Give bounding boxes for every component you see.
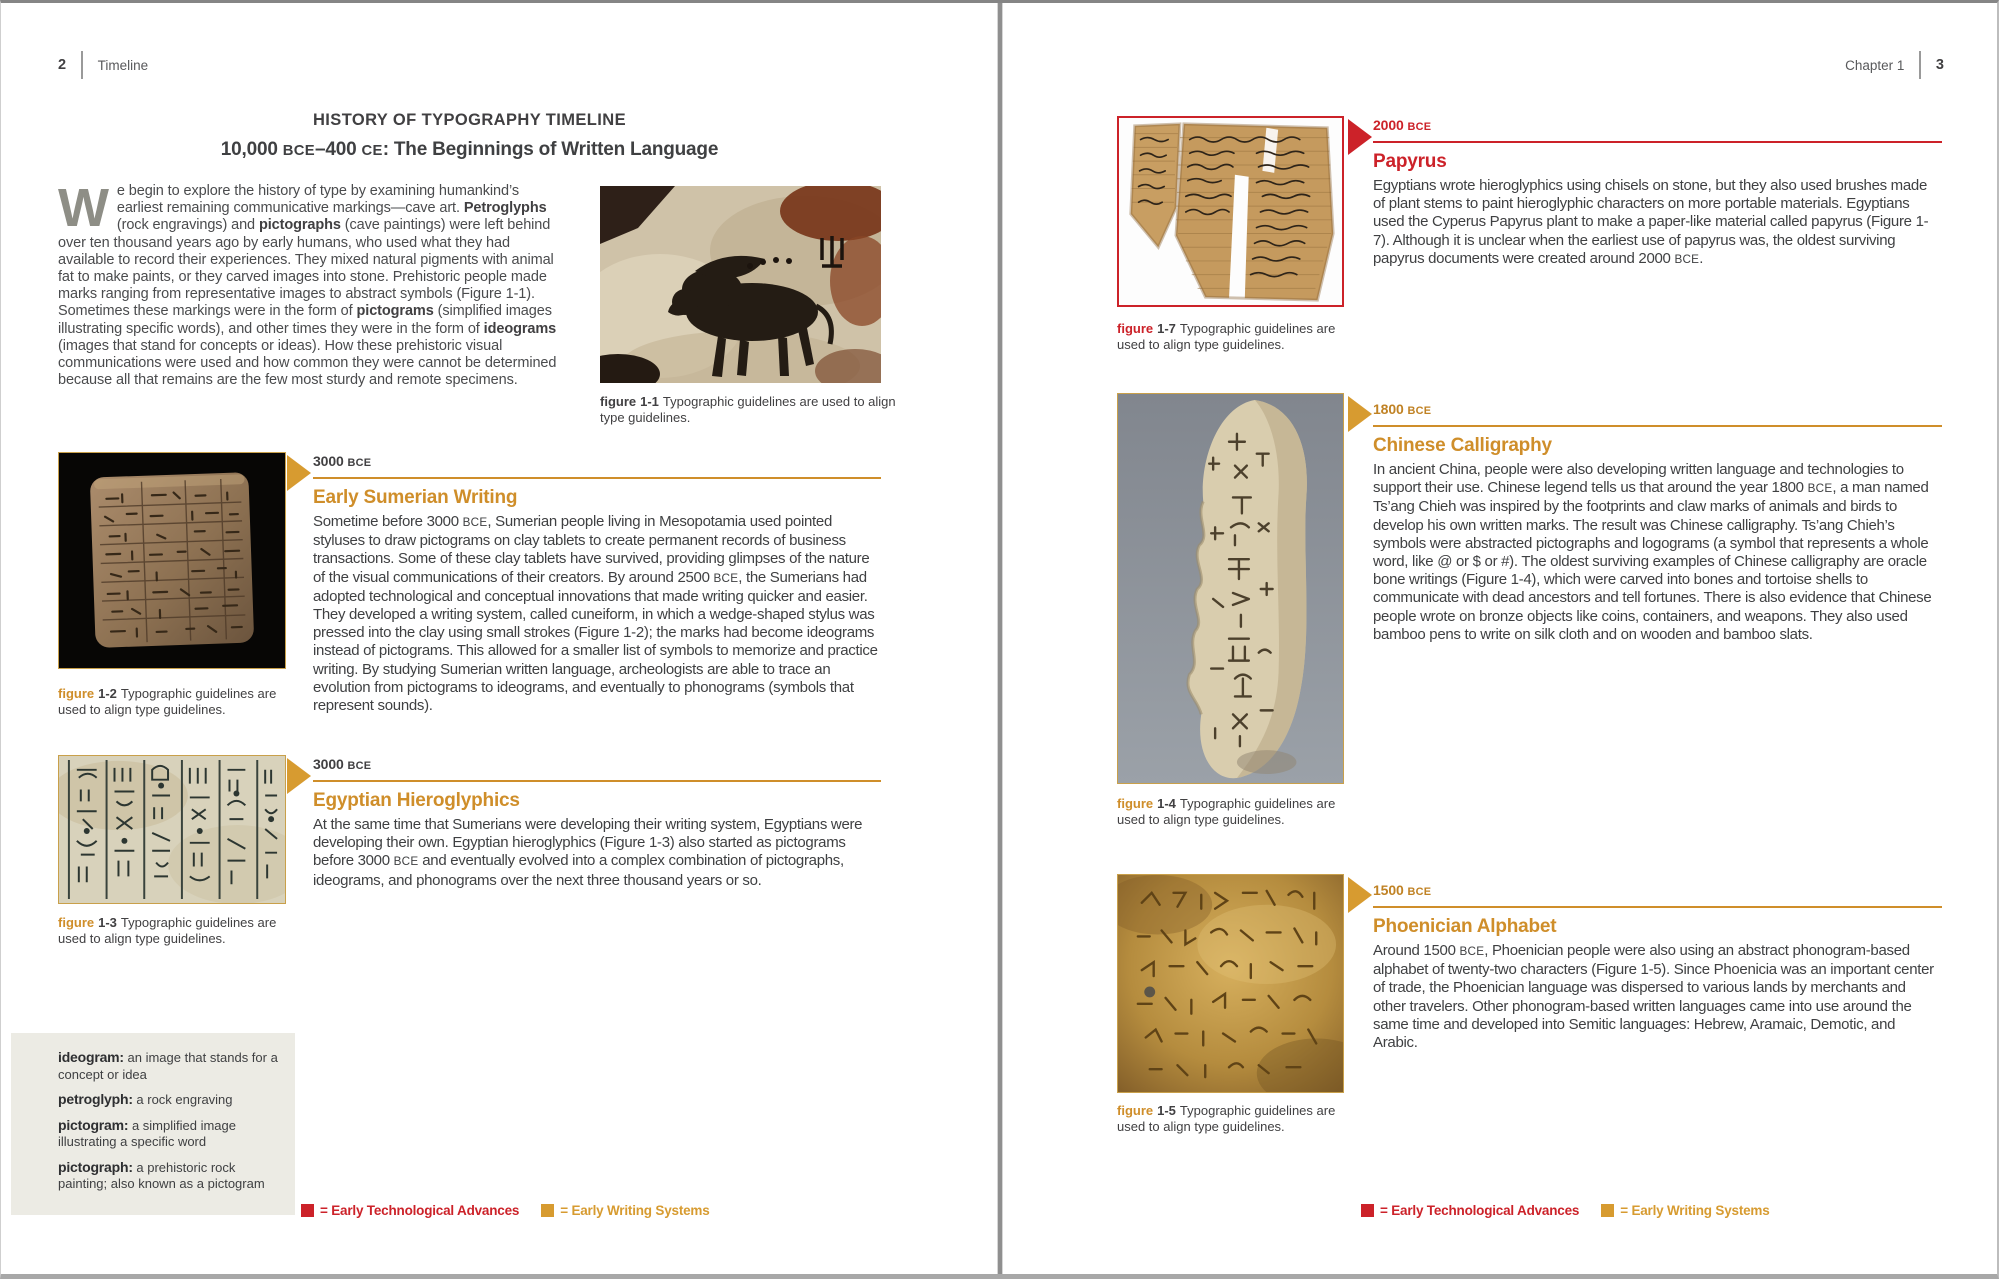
dropcap: W [58, 178, 109, 238]
section-sumerian [313, 452, 881, 715]
legend-item-tech: = Early Technological Advances [301, 1203, 519, 1218]
glossary-box [11, 1033, 295, 1215]
figure-1-7-caption: figure 1-7 Typographic guidelines are used to align type guidelines. [1117, 321, 1336, 352]
page-right [1002, 3, 1999, 1274]
section-rule [313, 780, 881, 782]
section-chinese [1373, 400, 1942, 644]
section-title: Egyptian Hieroglyphics [313, 790, 520, 811]
section-date: 2000 BCE [1373, 117, 1432, 133]
running-head-label: Chapter 1 [1845, 57, 1905, 73]
legend-swatch-writing-icon [1601, 1204, 1614, 1217]
section-body: Around 1500 BCE, Phoenician people were also using an abstract phonogram-based alphabet of twenty-two characters (Figure 1-5). Since Phoenicia was an important center of trade, the Phoenician language was dispersed to various lands by merchants and other travelers. Other phonogram-based written languages came into use around the same time and developed into Semitic languages: Hebrew, Aramaic, Demotic, and Arabic. [1373, 942, 1934, 1052]
section-arrow-chinese [1348, 396, 1372, 432]
intro-paragraph: We begin to explore the history of type by examining humankind’s earliest remaining communicative markings—cave art. Petroglyphs (rock engravings) and pictographs (cave paintings) were left behind over ten thousand years ago by early humans, who used what they had available to record their experiences. They mixed natural pigments with animal fat to make paints, or they carved images into stone. Prehistoric people made marks ranging from representative images to abstract symbols (Figure 1-1). Sometimes these markings were in the form of pictograms (simplified images illustrating specific words), and other times they were in the form of ideograms (images that stand for concepts or ideas). How these prehistoric visual communications were used and how common they were cannot be determined because all that remains are the few most sturdy and remote specimens. [58, 178, 557, 389]
section-title: Early Sumerian Writing [313, 487, 518, 508]
glossary-entry: pictograph: a prehistoric rock painting; also known as a pictogram [58, 1158, 265, 1191]
section-date: 3000 BCE [313, 756, 372, 772]
figure-1-5-image [1117, 874, 1344, 1093]
section-papyrus [1373, 116, 1942, 269]
section-body: In ancient China, people were also developing written language and technologies to support their use. Chinese legend tells us that around the year 1800 BCE, a man named Ts’ang Chieh was inspired by the footprints and claw marks of animals and birds to develop his own written marks. The result was Chinese calligraphy. Ts’ang Chieh’s symbols were abstracted pictographs and logograms (a symbol that represents a whole word, like @ or $ or #). The oldest surviving examples of Chinese calligraphy are oracle bone writings (Figure 1-4), which were carved into bones and tortoise shells to communicate with dead ancestors and tell fortunes. There is also evidence that Chinese people wrote on bronze objects like coins, containers, and weapons. They also used bamboo pens to write on silk cloth and on wooden and bamboo slats. [1373, 461, 1932, 643]
section-arrow-phoenician [1348, 877, 1372, 913]
phoenician-inscription-illustration [1118, 875, 1343, 1092]
section-rule [313, 477, 881, 479]
hieroglyphics-illustration [59, 756, 285, 903]
legend-swatch-tech-icon [301, 1204, 314, 1217]
figure-1-3-caption: figure 1-3 Typographic guidelines are used to align type guidelines. [58, 915, 277, 946]
legend-swatch-writing-icon [541, 1204, 554, 1217]
figure-1-2-image [58, 452, 286, 669]
section-title: Phoenician Alphabet [1373, 916, 1557, 937]
glossary-entry: pictogram: a simplified image illustrating a specific word [58, 1116, 236, 1149]
figure-1-7-image [1117, 116, 1344, 307]
page-left [1, 3, 998, 1274]
page-number: 2 [58, 57, 67, 73]
legend-left [301, 1203, 710, 1218]
running-head-left [58, 51, 148, 79]
section-title: Papyrus [1373, 151, 1447, 172]
legend-item-writing: = Early Writing Systems [1601, 1203, 1769, 1218]
running-head-right [1845, 51, 1944, 79]
section-body: At the same time that Sumerians were developing their writing system, Egyptians were developing their own. Egyptian hieroglyphics (Figure 1-3) also started as pictograms before 3000 BCE and eventually evolved into a complex combination of pictographs, ideograms, and phonograms over the next three thousand years or so. [313, 816, 863, 889]
section-date: 1500 BCE [1373, 882, 1432, 898]
legend-item-tech: = Early Technological Advances [1361, 1203, 1579, 1218]
glossary-entry: ideogram: an image that stands for a concept or idea [58, 1049, 278, 1082]
figure-1-1-caption: figure 1-1 Typographic guidelines are used to align type guidelines. [600, 394, 896, 425]
page-title: HISTORY OF TYPOGRAPHY TIMELINE [312, 111, 626, 129]
section-rule [1373, 425, 1942, 427]
figure-1-4-image [1117, 393, 1344, 784]
section-date: 3000 BCE [313, 453, 372, 469]
legend-swatch-tech-icon [1361, 1204, 1374, 1217]
figure-1-1-image [600, 186, 881, 383]
running-head-divider [1919, 51, 1921, 79]
section-arrow-sumerian [287, 455, 311, 491]
section-date: 1800 BCE [1373, 401, 1432, 417]
papyrus-illustration [1119, 118, 1342, 305]
section-phoenician [1373, 881, 1942, 1052]
running-head-divider [81, 51, 83, 79]
clay-tablet-illustration [59, 453, 285, 668]
page-subtitle: 10,000 BCE–400 CE: The Beginnings of Written Language [220, 139, 719, 160]
figure-1-3-image [58, 755, 286, 904]
title-block [58, 111, 881, 161]
page-number: 3 [1935, 57, 1944, 73]
legend-item-writing: = Early Writing Systems [541, 1203, 709, 1218]
running-head-label: Timeline [97, 57, 149, 73]
cave-horse-illustration [600, 186, 881, 383]
figure-1-4-caption: figure 1-4 Typographic guidelines are used to align type guidelines. [1117, 796, 1336, 827]
oracle-bone-illustration [1118, 394, 1343, 783]
section-rule [1373, 141, 1942, 143]
section-title: Chinese Calligraphy [1373, 435, 1552, 456]
section-arrow-egyptian [287, 758, 311, 794]
section-rule [1373, 906, 1942, 908]
section-egyptian [313, 755, 881, 890]
section-arrow-papyrus [1348, 119, 1372, 155]
figure-1-2-caption: figure 1-2 Typographic guidelines are used to align type guidelines. [58, 686, 277, 717]
section-body: Egyptians wrote hieroglyphics using chisels on stone, but they also used brushes made of plant stems to paint hieroglyphic characters on more portable materials. Egyptians used the Cyperus Papyrus plant to make a paper-like material called papyrus (Figure 1-7). Although it is unclear when the earliest use of papyrus was, the oldest surviving papyrus documents were created around 2000 BCE. [1373, 177, 1929, 267]
section-body: Sometime before 3000 BCE, Sumerian people living in Mesopotamia used pointed styluses to draw pictograms on clay tablets to create permanent records of business transactions. Some of these clay tablets have survived, providing glimpses of the nature of the visual communications of their creators. By around 2500 BCE, the Sumerians had adopted technological and conceptual innovations that made writing quicker and easier. They developed a writing system, called cuneiform, in which a wedge-shaped stylus was pressed into the clay using small strokes (Figure 1-2); the marks had become ideograms instead of pictograms. This allowed for a smaller list of symbols to memorize and practice writing. By studying Sumerian written language, archeologists are able to trace an evolution from pictograms to ideograms, and eventually to phonograms (symbols that represent sounds). [313, 513, 878, 715]
glossary-entry: petroglyph: a rock engraving [58, 1091, 233, 1107]
figure-1-5-caption: figure 1-5 Typographic guidelines are used to align type guidelines. [1117, 1103, 1336, 1134]
legend-right [1361, 1203, 1770, 1218]
